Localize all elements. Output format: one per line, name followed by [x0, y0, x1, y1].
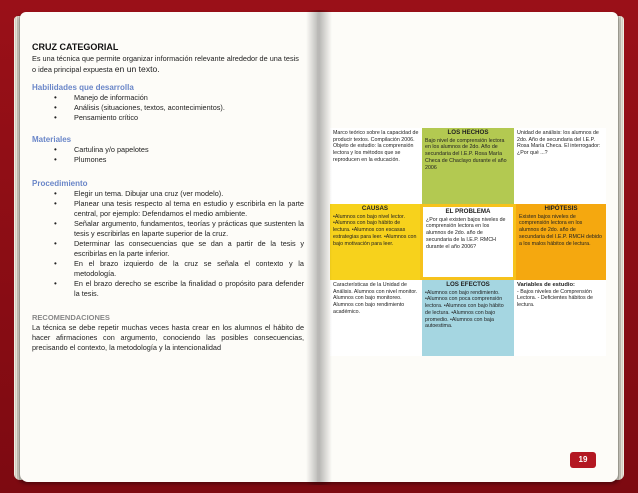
- diagram-row-middle: [330, 204, 606, 280]
- list-item: • Señalar argumento, fundamentos, teorías y prácticas que sustenten la tesis y escribirlas en laparte superior de la cruz.: [32, 219, 304, 239]
- materials-heading: Materiales: [32, 135, 72, 144]
- intro-text: Es una técnica que permite organizar información relevante alrededor de una tesis o idea principal expuesta en un texto.: [32, 54, 299, 74]
- problem-text: ¿Por qué existen bajos niveles de comprensión lectora en los alumnos de 2do. año de secundaria de la I.E.P. RMCH durante el año 2006?: [426, 216, 506, 250]
- facts-cell: [422, 128, 514, 204]
- problem-title: EL PROBLEMA: [445, 208, 491, 215]
- recommendations-heading: RECOMENDACIONES: [32, 313, 110, 322]
- procedure-heading: Procedimiento: [32, 179, 88, 188]
- causes-title: CAUSAS: [361, 205, 389, 212]
- list-item: • Planear una tesis respecto al tema en estudio y escribirla en la parte central, por ejemplo: Defendamos el medio ambiente.: [32, 199, 304, 219]
- list-item: • Análisis (situaciones, textos, acontecimientos).: [32, 103, 304, 113]
- list-item: • Elegir un tema. Dibujar una cruz (ver modelo).: [32, 189, 304, 199]
- list-item: • Plumones: [32, 155, 304, 165]
- effects-title: LOS EFECTOS: [446, 281, 490, 288]
- variables-title: Variables de estudio:: [517, 282, 575, 288]
- list-item: • Determinar las consecuencias que se dan a partir de la tesis y escribirlas en la parte inferior.: [32, 239, 304, 259]
- context-cell: Marco teórico sobre la capacidad de producir textos. Compilación 2006. Objeto de estudio: la comprensión lectora y los métodos que se reproducen en la educación.: [330, 128, 422, 204]
- facts-text: Bajo nivel de comprensión lectora en los alumnos de 2do. Año de secundaria del I.E.P. Rosa María Checa de Chaclayo durante el año 2006: [425, 137, 507, 171]
- left-page: [20, 12, 320, 482]
- procedure-list: [32, 189, 304, 299]
- skills-heading: Habilidades que desarrolla: [32, 83, 134, 92]
- effects-text: •Alumnos con bajo rendimiento. •Alumnos con poca comprensión lectora. •Alumnos con bajo hábito de lectura. •Alumnos con bajo promedio. •Alumnos con baja autoestima.: [425, 289, 504, 330]
- variables-text: - Bajos niveles de Comprensión Lectora. - Deficientes hábitos de lectura.: [517, 288, 593, 309]
- list-item: • Cartulina y/o papelotes: [32, 145, 304, 155]
- left-page-content: [32, 42, 304, 353]
- list-item: • En el brazo izquierdo de la cruz se señala el contexto y la metodología.: [32, 259, 304, 279]
- causes-cell: [330, 204, 420, 280]
- characteristics-cell: Características de la Unidad de Análisis. Alumnos con nivel monitor. Alumnos con bajo monitoreo. Alumnos con bajo rendimiento académico.: [330, 280, 422, 356]
- book-spine: [306, 10, 332, 485]
- analysis-unit-cell: Unidad de análisis: los alumnos de 2do. Año de secundaria del I.E.P. Rosa María Checa. El interrogador: ¿Por qué ...?: [514, 128, 606, 204]
- page-number: 19: [570, 452, 596, 468]
- facts-title: LOS HECHOS: [447, 129, 489, 136]
- hypothesis-text: Existen bajos niveles de comprensión lectora en los alumnos de 2do. año de secundaria del I.E.P. RMCH debido a los malos hábitos de lectura.: [519, 213, 602, 247]
- page-title: CRUZ CATEGORIAL: [32, 42, 119, 52]
- diagram-row-bottom: [330, 280, 606, 356]
- right-page: [318, 12, 618, 482]
- causes-text: •Alumnos con bajo nivel lector. •Alumnos con bajo hábito de lectura. •Alumnos con escasas estrategias para leer. •Alumnos con bajo motivación para leer.: [333, 213, 417, 247]
- effects-cell: [422, 280, 514, 356]
- diagram-row-top: [330, 128, 606, 204]
- hypothesis-cell: [516, 204, 606, 280]
- materials-list: [32, 145, 304, 165]
- hypothesis-title: HIPÓTESIS: [544, 205, 578, 212]
- skills-list: [32, 93, 304, 123]
- variables-cell: [514, 280, 606, 356]
- list-item: • En el brazo derecho se escribe la finalidad o propósito para defender la tesis.: [32, 279, 304, 299]
- categorical-cross-diagram: [330, 128, 606, 356]
- problem-cell: [420, 204, 516, 280]
- recommendations-text: La técnica se debe repetir muchas veces hasta crear en los alumnos el hábito de hacer afirmaciones con argumento, conociendo las posibles consecuencias, precisando el contexto, la metodología y la intencionalidad: [32, 323, 304, 352]
- list-item: • Manejo de información: [32, 93, 304, 103]
- list-item: • Pensamiento crítico: [32, 113, 304, 123]
